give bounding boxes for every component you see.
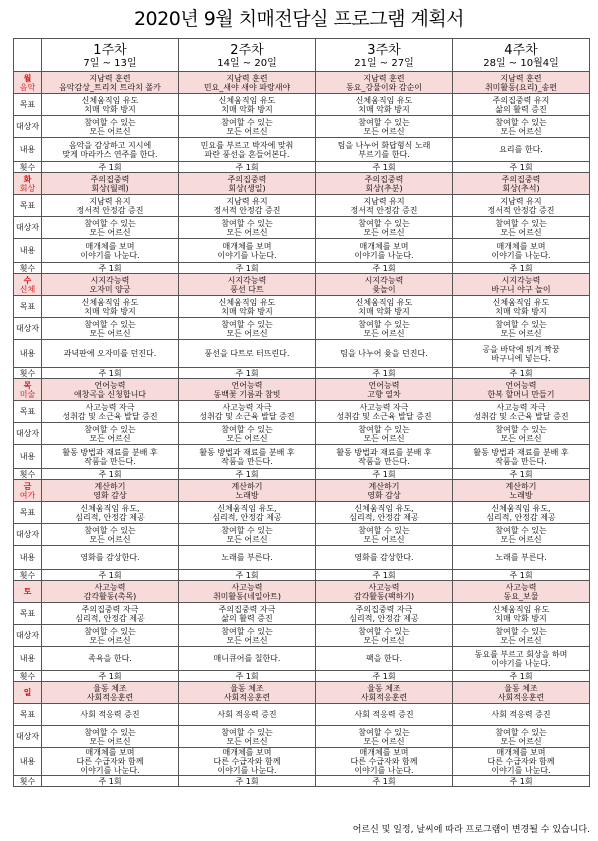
target-cell: 참여할 수 있는 모든 어르신 xyxy=(453,423,590,445)
content-cell: 민요를 부르고 박자에 맞춰 파란 풍선을 흔들어본다. xyxy=(179,138,316,162)
program-cell: 시지각능력 풍선 다트 xyxy=(179,274,316,296)
program-cell: 계산하기 영화 감상 xyxy=(316,480,453,502)
week-header-row xyxy=(14,39,590,72)
program-row xyxy=(14,480,590,502)
goal-label: 목표 xyxy=(14,603,42,625)
count-cell: 주 1회 xyxy=(42,162,179,173)
goal-row xyxy=(14,603,590,625)
count-label: 횟수 xyxy=(14,469,42,480)
goal-cell: 신체움직임 유도 치매 악화 방지 xyxy=(453,296,590,318)
day-label: 토 xyxy=(23,587,32,596)
program-cell: 사고능력 감각활동(촉목) xyxy=(42,581,179,603)
goal-row xyxy=(14,195,590,217)
content-cell: 매개체를 보며 이야기를 나눈다. xyxy=(453,239,590,263)
target-cell: 참여할 수 있는 모든 어르신 xyxy=(316,318,453,340)
count-cell: 주 1회 xyxy=(453,368,590,379)
content-cell: 매니큐어를 칠한다. xyxy=(179,647,316,671)
goal-cell: 신체움직임 유도, 심리적, 안정감 제공 xyxy=(42,502,179,524)
goal-cell: 지남력 유지 정서적 안정감 증진 xyxy=(179,195,316,217)
program-cell: 지남력 훈련 동요_강물이와 감순이 xyxy=(316,72,453,94)
content-cell: 팩을 한다. xyxy=(316,647,453,671)
footer-note: 어르신 및 일정, 날씨에 따라 프로그램이 변경될 수 있습니다. xyxy=(352,825,590,835)
count-cell: 주 1회 xyxy=(316,368,453,379)
target-cell: 참여할 수 있는 모든 어르신 xyxy=(453,625,590,647)
program-label xyxy=(14,581,42,603)
goal-row xyxy=(14,401,590,423)
day-label: 목 xyxy=(23,380,32,390)
count-row xyxy=(14,162,590,173)
day-label: 수 xyxy=(23,275,32,285)
goal-label: 목표 xyxy=(14,94,42,116)
count-cell: 주 1회 xyxy=(453,671,590,682)
goal-row xyxy=(14,296,590,318)
count-row xyxy=(14,570,590,581)
count-cell: 주 1회 xyxy=(316,162,453,173)
target-label: 대상자 xyxy=(14,318,42,340)
area-label: 미술 xyxy=(19,389,36,399)
count-row xyxy=(14,368,590,379)
area-label: 여가 xyxy=(19,490,36,500)
count-cell: 주 1회 xyxy=(453,162,590,173)
count-row xyxy=(14,263,590,274)
program-cell: 언어능력 동백꽃 기름과 참빗 xyxy=(179,379,316,401)
target-row xyxy=(14,217,590,239)
content-cell: 매개체를 보며 이야기를 나눈다. xyxy=(179,239,316,263)
goal-cell: 신체움직임 유도 치매 악화 방지 xyxy=(42,296,179,318)
target-cell: 참여할 수 있는 모든 어르신 xyxy=(453,524,590,546)
goal-row xyxy=(14,502,590,524)
count-label: 횟수 xyxy=(14,570,42,581)
count-row xyxy=(14,671,590,682)
program-cell: 율동 체조 사회적응훈련 xyxy=(179,682,316,704)
program-label xyxy=(14,173,42,195)
week-header: 1주차 7일 ~ 13일 xyxy=(42,39,179,72)
count-cell: 주 1회 xyxy=(316,469,453,480)
corner-cell xyxy=(14,39,42,72)
program-label xyxy=(14,379,42,401)
program-cell: 주의집중력 회상(월례) xyxy=(42,173,179,195)
content-cell: 매개체를 보며 다른 수급자와 함께 이야기를 나눈다. xyxy=(316,748,453,776)
count-cell: 주 1회 xyxy=(179,776,316,787)
target-label: 대상자 xyxy=(14,423,42,445)
content-label: 내용 xyxy=(14,239,42,263)
program-label xyxy=(14,682,42,704)
content-label: 내용 xyxy=(14,647,42,671)
content-cell: 활동 방법과 재료를 분배 후 작품을 만든다. xyxy=(179,445,316,469)
program-row xyxy=(14,581,590,603)
count-label: 횟수 xyxy=(14,776,42,787)
count-cell: 주 1회 xyxy=(316,776,453,787)
content-row xyxy=(14,340,590,368)
program-cell: 시지각능력 바구니 야구 놀이 xyxy=(453,274,590,296)
target-label: 대상자 xyxy=(14,625,42,647)
day-label: 일 xyxy=(23,688,32,697)
target-label: 대상자 xyxy=(14,116,42,138)
count-cell: 주 1회 xyxy=(42,570,179,581)
count-cell: 주 1회 xyxy=(179,469,316,480)
goal-cell: 사고능력 자극 성취감 및 소근육 발달 증진 xyxy=(42,401,179,423)
count-row xyxy=(14,776,590,787)
content-cell: 팀을 나누어 윷을 던진다. xyxy=(316,340,453,368)
goal-cell: 사회 적응력 증진 xyxy=(316,704,453,726)
goal-cell: 신체움직임 유도 치매 악화 방지 xyxy=(316,296,453,318)
content-row xyxy=(14,546,590,570)
target-cell: 참여할 수 있는 모든 어르신 xyxy=(316,625,453,647)
program-cell: 주의집중력 회상(생일) xyxy=(179,173,316,195)
goal-label: 목표 xyxy=(14,195,42,217)
program-row xyxy=(14,682,590,704)
program-cell: 율동 체조 사회적응훈련 xyxy=(42,682,179,704)
count-cell: 주 1회 xyxy=(179,368,316,379)
target-cell: 참여할 수 있는 모든 어르신 xyxy=(316,423,453,445)
goal-row xyxy=(14,704,590,726)
target-cell: 참여할 수 있는 모든 어르신 xyxy=(453,116,590,138)
content-label: 내용 xyxy=(14,748,42,776)
program-cell: 사고능력 취미활동(네일아트) xyxy=(179,581,316,603)
day-label: 월 xyxy=(23,73,32,83)
count-cell: 주 1회 xyxy=(453,263,590,274)
content-row xyxy=(14,239,590,263)
program-cell: 계산하기 노래방 xyxy=(179,480,316,502)
goal-cell: 사고능력 자극 성취감 및 소근육 발달 증진 xyxy=(316,401,453,423)
count-cell: 주 1회 xyxy=(179,570,316,581)
content-cell: 활동 방법과 재료를 분배 후 작품을 만든다. xyxy=(42,445,179,469)
area-label: 신체 xyxy=(19,284,36,294)
count-label: 횟수 xyxy=(14,162,42,173)
count-cell: 주 1회 xyxy=(453,776,590,787)
content-cell: 노래를 부른다. xyxy=(453,546,590,570)
content-cell: 공을 바닥에 튀겨 짝꿍 바구니에 넣는다. xyxy=(453,340,590,368)
target-label: 대상자 xyxy=(14,726,42,748)
target-cell: 참여할 수 있는 모든 어르신 xyxy=(179,625,316,647)
target-cell: 참여할 수 있는 모든 어르신 xyxy=(42,625,179,647)
target-cell: 참여할 수 있는 모든 어르신 xyxy=(42,116,179,138)
content-row xyxy=(14,138,590,162)
target-cell: 참여할 수 있는 모든 어르신 xyxy=(453,318,590,340)
program-row xyxy=(14,274,590,296)
goal-cell: 사회 적응력 증진 xyxy=(453,704,590,726)
target-cell: 참여할 수 있는 모든 어르신 xyxy=(42,423,179,445)
target-cell: 참여할 수 있는 모든 어르신 xyxy=(179,423,316,445)
goal-label: 목표 xyxy=(14,401,42,423)
content-cell: 매개체를 보며 다른 수급자와 함께 이야기를 나눈다. xyxy=(453,748,590,776)
target-cell: 참여할 수 있는 모든 어르신 xyxy=(42,726,179,748)
goal-cell: 신체움직임 유도 치매 악화 방지 xyxy=(453,603,590,625)
goal-row xyxy=(14,94,590,116)
count-cell: 주 1회 xyxy=(316,570,453,581)
content-cell: 팀을 나누어 화답형식 노래 부르기를 한다. xyxy=(316,138,453,162)
goal-cell: 지남력 유지 정서적 안정감 증진 xyxy=(42,195,179,217)
count-cell: 주 1회 xyxy=(179,671,316,682)
target-cell: 참여할 수 있는 모든 어르신 xyxy=(42,524,179,546)
target-row xyxy=(14,423,590,445)
area-label: 회상 xyxy=(19,183,36,193)
goal-label: 목표 xyxy=(14,502,42,524)
content-cell: 풍선을 다트로 터뜨린다. xyxy=(179,340,316,368)
content-label: 내용 xyxy=(14,445,42,469)
goal-cell: 신체움직임 유도 치매 악화 방지 xyxy=(179,296,316,318)
count-label: 횟수 xyxy=(14,671,42,682)
program-cell: 시지각능력 윷놀이 xyxy=(316,274,453,296)
content-cell: 요리를 한다. xyxy=(453,138,590,162)
count-cell: 주 1회 xyxy=(42,671,179,682)
program-cell: 주의집중력 회상(추분) xyxy=(316,173,453,195)
content-cell: 매개체를 보며 이야기를 나눈다. xyxy=(42,239,179,263)
count-cell: 주 1회 xyxy=(453,570,590,581)
count-row xyxy=(14,469,590,480)
program-cell: 사고능력 감각활동(팩하기) xyxy=(316,581,453,603)
week-header: 2주차 14일 ~ 20일 xyxy=(179,39,316,72)
day-label: 금 xyxy=(23,481,32,491)
count-cell: 주 1회 xyxy=(316,671,453,682)
goal-cell: 신체움직임 유도, 심리적, 안정감 제공 xyxy=(316,502,453,524)
program-cell: 주의집중력 회상(추석) xyxy=(453,173,590,195)
goal-cell: 신체움직임 유도 치매 악화 방지 xyxy=(316,94,453,116)
content-cell: 영화를 감상한다. xyxy=(316,546,453,570)
program-cell: 율동 체조 사회적응훈련 xyxy=(453,682,590,704)
program-cell: 시지각능력 오자미 양궁 xyxy=(42,274,179,296)
area-label: 음악 xyxy=(19,82,36,92)
count-cell: 주 1회 xyxy=(453,469,590,480)
goal-cell: 신체움직임 유도 치매 악화 방지 xyxy=(42,94,179,116)
goal-cell: 주의집중력 자극 심리적, 안정감 제공 xyxy=(42,603,179,625)
content-row xyxy=(14,748,590,776)
content-cell: 영화를 감상한다. xyxy=(42,546,179,570)
target-cell: 참여할 수 있는 모든 어르신 xyxy=(179,524,316,546)
program-row xyxy=(14,173,590,195)
target-cell: 참여할 수 있는 모든 어르신 xyxy=(453,217,590,239)
target-cell: 참여할 수 있는 모든 어르신 xyxy=(453,726,590,748)
week-header: 3주차 21일 ~ 27일 xyxy=(316,39,453,72)
count-label: 횟수 xyxy=(14,263,42,274)
goal-label: 목표 xyxy=(14,296,42,318)
plan-body xyxy=(14,72,590,787)
content-cell: 매개체를 보며 다른 수급자와 함께 이야기를 나눈다. xyxy=(179,748,316,776)
goal-cell: 신체움직임 유도, 심리적, 안정감 제공 xyxy=(453,502,590,524)
program-cell: 지남력 훈련 취미활동(요리)_송편 xyxy=(453,72,590,94)
count-cell: 주 1회 xyxy=(179,263,316,274)
content-label: 내용 xyxy=(14,546,42,570)
content-cell: 활동 방법과 재료를 분배 후 작품을 만든다. xyxy=(453,445,590,469)
count-label: 횟수 xyxy=(14,368,42,379)
goal-cell: 지남력 유지 정서적 안정감 증진 xyxy=(453,195,590,217)
program-cell: 언어능력 고향 열차 xyxy=(316,379,453,401)
goal-cell: 주의집중력 자극 심리적, 안정감 제공 xyxy=(316,603,453,625)
goal-cell: 사고능력 자극 성취감 및 소근육 발달 증진 xyxy=(453,401,590,423)
goal-label: 목표 xyxy=(14,704,42,726)
program-row xyxy=(14,72,590,94)
count-cell: 주 1회 xyxy=(42,263,179,274)
target-label: 대상자 xyxy=(14,524,42,546)
content-cell: 활동 방법과 재료를 분배 후 작품을 만든다. xyxy=(316,445,453,469)
content-label: 내용 xyxy=(14,138,42,162)
program-label xyxy=(14,72,42,94)
target-cell: 참여할 수 있는 모든 어르신 xyxy=(316,217,453,239)
goal-cell: 사회 적응력 증진 xyxy=(179,704,316,726)
content-cell: 노래를 부른다. xyxy=(179,546,316,570)
program-cell: 율동 체조 사회적응훈련 xyxy=(316,682,453,704)
day-label: 화 xyxy=(23,174,32,184)
content-cell: 음악을 감상하고 지시에 맞게 마라카스 연주를 한다. xyxy=(42,138,179,162)
count-cell: 주 1회 xyxy=(42,368,179,379)
content-cell: 매개체를 보며 다른 수급자와 함께 이야기를 나눈다. xyxy=(42,748,179,776)
program-plan-table xyxy=(13,38,590,787)
page-title: 2020년 9월 치매전담실 프로그램 계획서 xyxy=(133,8,465,30)
target-cell: 참여할 수 있는 모든 어르신 xyxy=(179,726,316,748)
content-cell: 매개체를 보며 이야기를 나눈다. xyxy=(316,239,453,263)
program-cell: 지남력 훈련 민요_새야 새야 파랑새야 xyxy=(179,72,316,94)
content-row xyxy=(14,647,590,671)
target-cell: 참여할 수 있는 모든 어르신 xyxy=(179,318,316,340)
program-cell: 언어능력 애창곡을 신청합니다 xyxy=(42,379,179,401)
target-cell: 참여할 수 있는 모든 어르신 xyxy=(179,217,316,239)
target-cell: 참여할 수 있는 모든 어르신 xyxy=(179,116,316,138)
week-header: 4주차 28일 ~ 10월4일 xyxy=(453,39,590,72)
target-cell: 참여할 수 있는 모든 어르신 xyxy=(316,116,453,138)
goal-cell: 사고능력 자극 성취감 및 소근육 발달 증진 xyxy=(179,401,316,423)
goal-cell: 지남력 유지 정서적 안정감 증진 xyxy=(316,195,453,217)
target-cell: 참여할 수 있는 모든 어르신 xyxy=(316,524,453,546)
count-cell: 주 1회 xyxy=(316,263,453,274)
target-row xyxy=(14,318,590,340)
target-cell: 참여할 수 있는 모든 어르신 xyxy=(316,726,453,748)
count-cell: 주 1회 xyxy=(42,776,179,787)
target-label: 대상자 xyxy=(14,217,42,239)
content-cell: 동요를 부르고 회상을 하며 이야기를 나눈다. xyxy=(453,647,590,671)
goal-cell: 주의집중력 자극 삶의 활력 증진 xyxy=(179,603,316,625)
program-cell: 사고능력 동요_보물 xyxy=(453,581,590,603)
target-row xyxy=(14,116,590,138)
content-label: 내용 xyxy=(14,340,42,368)
program-label xyxy=(14,274,42,296)
content-cell: 과녁판에 오자미를 던진다. xyxy=(42,340,179,368)
target-row xyxy=(14,524,590,546)
content-row xyxy=(14,445,590,469)
target-cell: 참여할 수 있는 모든 어르신 xyxy=(42,318,179,340)
program-row xyxy=(14,379,590,401)
count-cell: 주 1회 xyxy=(42,469,179,480)
program-cell: 언어능력 한복 할머니 만들기 xyxy=(453,379,590,401)
goal-cell: 신체움직임 유도 치매 악화 방지 xyxy=(179,94,316,116)
program-label xyxy=(14,480,42,502)
target-cell: 참여할 수 있는 모든 어르신 xyxy=(42,217,179,239)
target-row xyxy=(14,726,590,748)
goal-cell: 주의집중력 유지 삶의 활력 증진 xyxy=(453,94,590,116)
program-cell: 계산하기 영화 감상 xyxy=(42,480,179,502)
goal-cell: 신체움직임 유도, 심리적, 안정감 제공 xyxy=(179,502,316,524)
count-cell: 주 1회 xyxy=(179,162,316,173)
goal-cell: 사회 적응력 증진 xyxy=(42,704,179,726)
program-cell: 지남력 훈련 음악감상_트리치 트라치 폴카 xyxy=(42,72,179,94)
program-cell: 계산하기 노래방 xyxy=(453,480,590,502)
target-row xyxy=(14,625,590,647)
content-cell: 족욕을 한다. xyxy=(42,647,179,671)
